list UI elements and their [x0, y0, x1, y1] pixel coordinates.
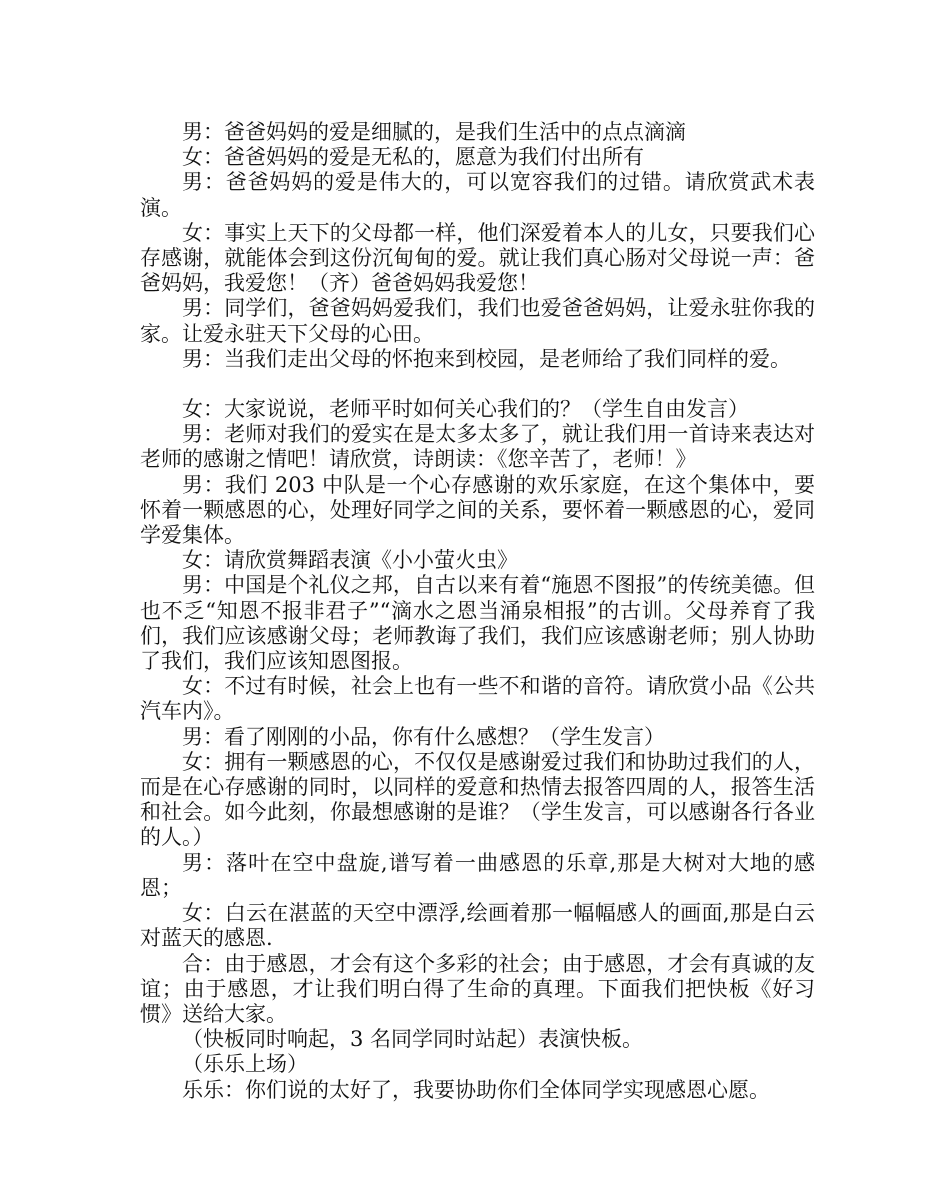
paragraph: 男：我们 203 中队是一个心存感谢的欢乐家庭，在这个集体中，要怀着一颗感恩的心，处理好同学之间的关系，要怀着一颗感恩的心，爱同学爱集体。: [140, 472, 815, 548]
paragraph: 女：爸爸妈妈的爱是无私的，愿意为我们付出所有: [182, 145, 644, 170]
document-body: [140, 120, 815, 1103]
paragraph: 男：看了刚刚的小品，你有什么感想？（学生发言）: [182, 724, 665, 749]
paragraph: 男：爸爸妈妈的爱是细腻的，是我们生活中的点点滴滴: [182, 120, 686, 144]
paragraph: 男：中国是个礼仪之邦，自古以来有着“施恩不图报”的传统美德。但也不乏“知恩不报非君子”“滴水之恩当涌泉相报”的古训。父母养育了我们，我们应该感谢父母；老师教诲了我们，我们应该感谢老师；别人协助了我们，我们应该知恩图报。: [140, 573, 815, 674]
paragraph: 乐乐：你们说的太好了，我要协助你们全体同学实现感恩心愿。: [182, 1077, 770, 1102]
paragraph: 女：请欣赏舞蹈表演《小小萤火虫》: [182, 548, 518, 573]
paragraph: 合：由于感恩，才会有这个多彩的社会；由于感恩，才会有真诚的友谊；由于感恩，才让我们明白得了生命的真理。下面我们把快板《好习惯》送给大家。: [140, 951, 815, 1026]
paragraph: 女：拥有一颗感恩的心，不仅仅是感谢爱过我们和协助过我们的人，而是在心存感谢的同时，以同样的爱意和热情去报答四周的人，报答生活和社会。如今此刻，你最想感谢的是谁？（学生发言，可以感谢各行各业的人。）: [140, 749, 815, 850]
paragraph: （快板同时响起，3 名同学同时站起）表演快板。: [182, 1027, 644, 1052]
paragraph: 男：当我们走出父母的怀抱来到校园，是老师给了我们同样的爱。: [182, 346, 791, 371]
paragraph: 男：落叶在空中盘旋,谱写着一曲感恩的乐章,那是大树对大地的感恩；: [140, 850, 815, 900]
paragraph: 女：不过有时候，社会上也有一些不和谐的音符。请欣赏小品《公共汽车内》。: [140, 674, 815, 724]
paragraph: 女：事实上天下的父母都一样，他们深爱着本人的儿女，只要我们心存感谢，就能体会到这份沉甸甸的爱。就让我们真心肠对父母说一声：爸爸妈妈，我爱您！（齐）爸爸妈妈我爱您！: [140, 220, 815, 296]
paragraph: 男：爸爸妈妈的爱是伟大的，可以宽容我们的过错。请欣赏武术表演。: [140, 170, 815, 220]
paragraph: 女：白云在湛蓝的天空中漂浮,绘画着那一幅幅感人的画面,那是白云对蓝天的感恩.: [140, 901, 815, 951]
paragraph: 女：大家说说，老师平时如何关心我们的？（学生自由发言）: [182, 397, 749, 422]
blank-line: [140, 372, 815, 397]
paragraph: 男：老师对我们的爱实在是太多太多了，就让我们用一首诗来表达对老师的感谢之情吧！请欣赏，诗朗读：《您辛苦了，老师！》: [140, 422, 815, 472]
paragraph: 男：同学们，爸爸妈妈爱我们，我们也爱爸爸妈妈，让爱永驻你我的家。让爱永驻天下父母的心田。: [140, 296, 815, 346]
paragraph: （乐乐上场）: [182, 1052, 308, 1077]
